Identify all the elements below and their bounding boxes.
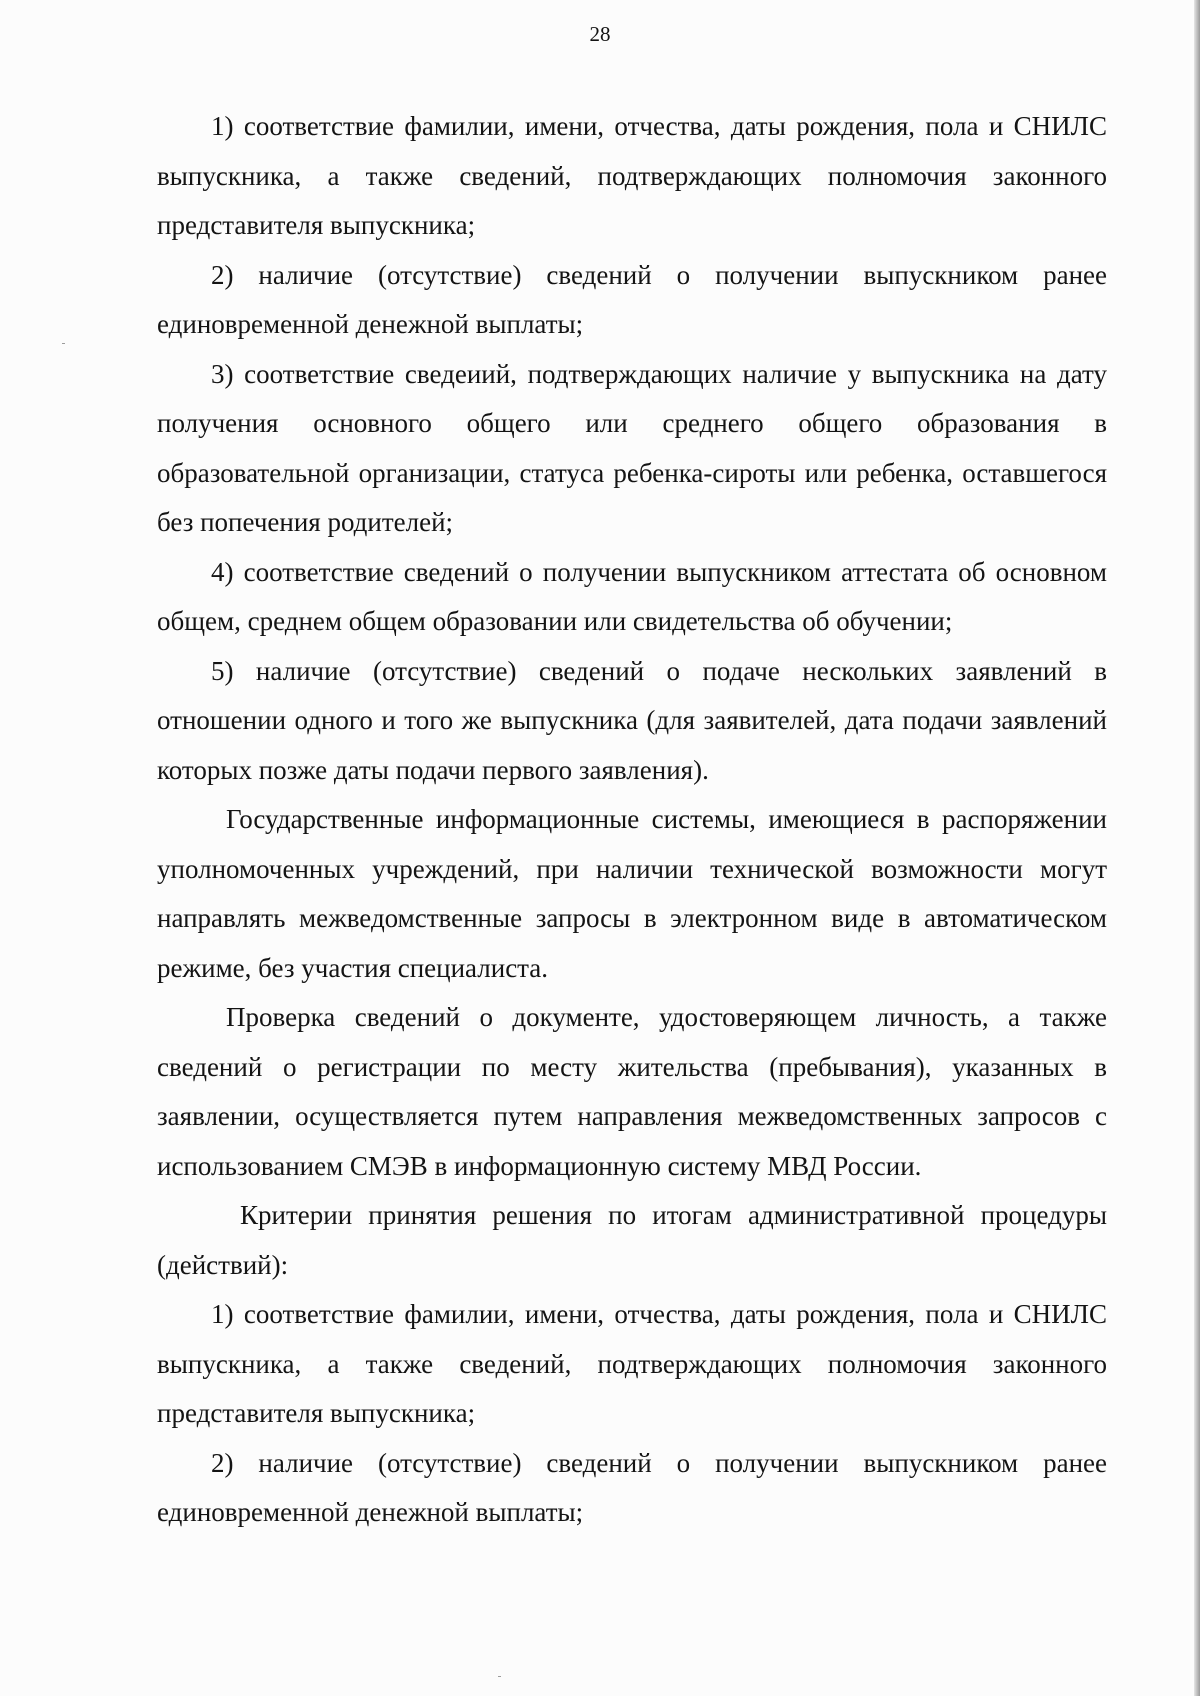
paragraph-identity-check: Проверка сведений о документе, удостоверяющем личность, а также сведений о регистрации по месту жительства (пребывания), указанных в заявлении, осуществляется путем направления межведомственных запросов с использованием СМЭВ в информационную систему МВД России. xyxy=(157,1002,1107,1181)
scan-page-edge xyxy=(1194,0,1200,1696)
paragraph-criterion-5: 5) наличие (отсутствие) сведений о подаче нескольких заявлений в отношении одного и того же выпускника (для заявителей, дата подачи заявлений которых позже даты подачи первого заявления). xyxy=(157,655,1107,785)
paragraph-criterion-4: 4) соответствие сведений о получении выпускником аттестата об основном общем, среднем общем образовании или свидетельства об обучении; xyxy=(157,556,1107,636)
paragraph-criterion-1: 1) соответствие фамилии, имени, отчества, даты рождения, пола и СНИЛС выпускника, а также сведений, подтверждающих полномочия законного представителя выпускника; xyxy=(157,111,1107,240)
paragraph-decision-criterion-1: 1) соответствие фамилии, имени, отчества, даты рождения, пола и СНИЛС выпускника, а также сведений, подтверждающих полномочия законного представителя выпускника; xyxy=(157,1299,1107,1428)
paragraph-decision-criteria: Критерии принятия решения по итогам административной процедуры (действий): xyxy=(157,1200,1107,1280)
scan-speck xyxy=(62,343,65,344)
document-body xyxy=(157,102,1107,1538)
scan-speck xyxy=(498,1676,501,1677)
page-number: 28 xyxy=(589,22,611,46)
paragraph-criterion-2: 2) наличие (отсутствие) сведений о получении выпускником ранее единовременной денежной выплаты; xyxy=(157,259,1107,339)
paragraph-information-systems: Государственные информационные системы, имеющиеся в распоряжении уполномоченных учреждений, при наличии технической возможности могут направлять межведомственные запросы в электронном виде в автоматическом режиме, без участия специалиста. xyxy=(157,804,1107,983)
paragraph-criterion-3: 3) соответствие сведеиий, подтверждающих наличие у выпускника на дату получения основного общего или среднего общего образования в образовательной организации, статуса ребенка-сироты или ребенка, оставшегося без попечения родителей; xyxy=(157,358,1107,537)
paragraph-decision-criterion-2: 2) наличие (отсутствие) сведений о получении выпускником ранее единовременной денежной выплаты; xyxy=(157,1447,1107,1527)
